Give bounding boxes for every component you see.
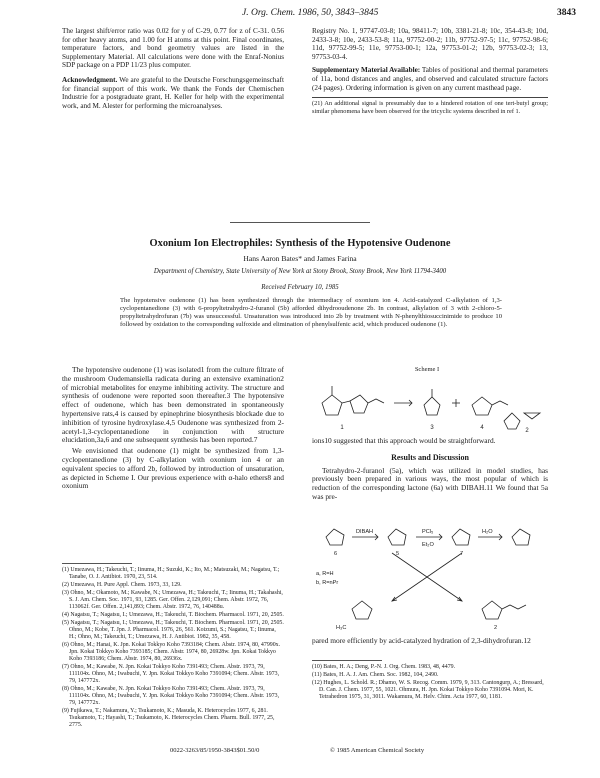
propyl-chain-1 (368, 399, 384, 403)
article-authors: Hans Aaron Bates* and James Farina (243, 254, 357, 263)
compound-2-ring-b (524, 413, 540, 419)
reference-item: (10) Bates, H. A.; Deng, P.-N. J. Org. Chem. 1983, 48, 4479. (312, 664, 456, 670)
abstract: The hypotensive oudenone (1) has been synthesized through the intermediacy of oxonium ion 4. Acid-catalyzed C-alkylation of 1,3-cyclopentanedione (3) with 6-propyltetrahydro-2-furanol (5b) afforded dihydrooudenone 2b. In contrast, alkylation of 3 with 2-chloro-5-propyltetrahydrofuran (7b) was unsuccessful. Unsaturation was introduced into 2b by treatment with N-phenylthiosuccinimide to produce 10 followed by oxidation to the corresponding sulfoxide and elimination of phenylsulfenic acid, which produced oudenone (1). (120, 297, 502, 328)
scheme-1-label-3: 3 (430, 425, 434, 431)
scheme-1-label-2: 2 (525, 428, 529, 434)
article-title: Oxonium Ion Electrophiles: Synthesis of the Hypotensive Oudenone (149, 238, 451, 249)
reference-item: (3) Ohno, M.; Okamoto, M.; Kawabe, N.; Umezawa, H.; Takeuchi, T.; Iinuma, H.; Takahashi, S. J. Am. Chem. Soc. 1971, 93, 1285. Ger. Offen. 2,129,091; Chem. Abstr. 1972, 76, 113062f. Ger. Offen. 2,141,893; Chem. Abstr. 1972, 76, 140488u. (62, 590, 283, 610)
references-right (312, 664, 548, 702)
scheme-2-label-5: 5 (396, 551, 400, 557)
reference-item: (11) Bates, H. A. J. Am. Chem. Soc. 1982, 104, 2490. (312, 672, 439, 678)
page-number: 3843 (557, 8, 576, 18)
acknowledgment-heading: Acknowledgment. (62, 75, 118, 84)
scheme-2-dione (352, 601, 372, 619)
reference-item: (8) Ohno, M.; Kawabe, N. Jpn. Kokai Tokkyo Koho 7391493; Chem. Abstr. 1973, 79, 111104x. Ohno, M.; Iwabuchi, Y. Jpn. Kokai Tokkyo Koho 7391094; Chem. Abstr. 1973, 79, 147772x. (62, 686, 280, 706)
references-left (62, 567, 284, 730)
reference-item: (5) Nagatsu, T.; Nagatsu, I.; Umezawa, H.; Takeuchi, T. Biochem. Pharmacol. 1971, 20, 2505. Ohno, M.; Kobe, T. Jpn. J. Pharmacol. 1976, 26, 561. Koizumi, S.; Nagatsu, T.; Iinuma, H.; Ohno, M.; Takeuchi, T.; Umezawa, H. J. Antibiot. 1982, 35, 458. (62, 620, 284, 640)
body-left (62, 366, 284, 491)
lactone-6 (326, 529, 344, 545)
reference-item: (7) Ohno, M.; Kawabe, N. Jpn. Kokai Tokkyo Koho 7391493; Chem. Abstr. 1973, 79, 111104x. Ohno, M.; Iwabuchi, Y. Jpn. Kokai Tokkyo Koho 7391094; Chem. Abstr. 1973, 79, 147772x. (62, 664, 280, 684)
article-affiliation: Department of Chemistry, State University of New York at Stony Brook, Stony Brook, New York 11794-3400 (153, 268, 447, 275)
prev-footnote: (21) An additional signal is presumably due to a hindered rotation of one tert-butyl group; similar phenomena have been observed for the tricyclic systems described in ref 1. (312, 97, 548, 115)
supplementary-paragraph (312, 66, 548, 92)
supplementary-text: Tables of positional and thermal parameters of 11a, bond distances and angles, and observed and calculated structure factors (24 pages). Ordering information is given on any current masthead page. (312, 66, 548, 92)
reference-item: (4) Nagatsu, T.; Nagatsu, I.; Umezawa, H.; Takeuchi, T. Biochem. Pharmacol. 1971, 20, 2505. (62, 612, 284, 618)
copyright: © 1985 American Chemical Society (330, 747, 425, 754)
reference-item: (6) Ohno, M.; Hanai, K. Jpn. Kokai Tokkyo Koho 7393184; Chem. Abstr. 1974, 80, 47990x. Jpn. Kokai Tokkyo Koho 7393185; Chem. Abstr. 1974, 80, 26928w. Jpn. Kokai Tokkyo Koho 7393186; Chem. Abstr. 1974, 80, 26936x. (62, 642, 281, 662)
intro-paragraph-2: We envisioned that oudenone (1) might be synthesized from 1,3-cyclopentanedione (3) by C-alkylation with oxonium ion 4 or an equivalent species to afford 2b, followed by introduction of unsaturation, as depicted in Scheme I. Our previous experience with α-halo ethers8 and oxonium (62, 446, 284, 491)
reference-item: (2) Umezawa, H. Pure Appl. Chem. 1973, 33, 129. (62, 582, 182, 588)
scheme-2 (312, 513, 548, 633)
received-date: Received February 10, 1985 (261, 284, 339, 291)
results-paragraph-1: Tetrahydro-2-furanol (5a), which was utilized in model studies, has previously been prepared in various ways, the most popular of which is reduction of the corresponding lactone (6a) with DIBAH.11 We found that 5a was pre- (312, 465, 548, 501)
scheme-2-label-2: 2 (494, 625, 498, 631)
scheme-1-label-4: 4 (480, 425, 484, 431)
footnote-rule-right (312, 660, 382, 661)
registry-numbers: Registry No. 1, 97747-03-8; 10a, 98411-7; 10b, 3381-21-8; 10c, 354-43-8; 10d, 2433-3-8; 10e, 2433-53-8; 11a, 97752-00-2; 11b, 97752-97-5; 11c, 97752-98-6; 11d, 97752-99-5; 11e, 97753-00-1; 12a, 97753-01-2; 12b, 97753-02-3; 13, 97753-03-4. (312, 27, 548, 61)
substituent-a: a, R=H (316, 571, 334, 577)
article-separator (230, 222, 370, 223)
footnote-rule (62, 563, 132, 564)
reagent-et2o: Et₂O (422, 542, 434, 548)
body-right (312, 437, 548, 502)
journal-citation: J. Org. Chem. 1986, 50, 3843–3845 (242, 8, 379, 18)
prev-article-right (312, 27, 548, 115)
reference-item: (12) Hughes, L. Schold. R.; Dhamo, W. S. Recog. Comm. 1979, 9, 313. Cantongurp, A.; Bressard, D. Can. J. Chem. 1977, 55, 1021. Ohmura, H. Jpn. Kokai Tokkyo Koho 7391094. Mori, K. Tetrahedron 1975, 31, 3011. Wakamura, M. Helv. Chim. Acta 1977, 60, 1181. (312, 680, 544, 700)
reference-item: (1) Umezawa, H.; Takeuchi, T.; Iinuma, H.; Suzuki, K.; Ito, M.; Matsuzaki, M.; Nagatsu, T.; Tanabe, O. J. Antibiot. 1970, 23, 514. (62, 567, 280, 580)
intro-paragraph-1: The hypotensive oudenone (1) was isolated1 from the culture filtrate of the mushroom Oudemansiella radicata during an extensive examination2 of microbial metabolites for enzyme inhibiting activity. The structure and synthesis of oudenone were reported soon thereafter.3 The hypotensive effect of oudenone, which has been demonstrated in spontaneously hypertensive rats,4 is caused by epinephrine biosynthesis blockade due to inhibition of tyrosine hydroxylase.4,5 Oudenone was synthesized from 2-acetyl-1,3-cyclopentanedione in conjunction with structure elucidation,3a,6 and one subsequent synthesis has been reported.7 (62, 365, 284, 445)
link-bond-1 (342, 401, 350, 403)
scheme-1 (312, 366, 548, 440)
scheme-2-product-chain (502, 605, 526, 609)
acknowledgment-paragraph (62, 76, 284, 110)
scheme-2-methyl-label: H₃C (336, 625, 347, 631)
reagent-pcl5: PCl₅ (422, 529, 434, 535)
cyclopentene-ring-1 (322, 395, 342, 415)
substituent-b: b, R=nPr (316, 580, 339, 586)
results-continuation: pared more efficiently by acid-catalyzed hydration of 2,3-dihydrofuran.12 (312, 636, 531, 645)
results-heading: Results and Discussion (391, 452, 469, 462)
dihydrofuran (512, 529, 530, 545)
running-header (0, 8, 600, 22)
right-intro-continuation: ions10 suggested that this approach would be straightforward. (312, 436, 496, 445)
oxonium-ring-4 (472, 397, 492, 415)
chloride-7 (452, 529, 470, 545)
scheme-2-product-ring (482, 601, 502, 619)
reagent-h2o: H₂O (482, 529, 493, 535)
scheme-2-label-6: 6 (334, 551, 338, 557)
scheme-1-structures (312, 373, 548, 435)
lactol-5 (388, 529, 406, 545)
reference-item: (9) Fujikawa, T.; Nakamura, Y.; Tsukamoto, K.; Masuda, K. Heterocycles 1977, 6, 281. Tsukamoto, T.; Hayashi, T.; Tsukamoto, K. Heterocycles Chem. Pharm. Bull. 1977, 25, 2775. (62, 708, 275, 728)
cyclopentanedione-ring (424, 397, 440, 415)
prev-refinement-paragraph: The largest shift/error ratio was 0.02 for y of C-29, 0.77 for z of C-31. 0.56 for other heavy atoms, and 1.00 for H atoms at this point. Final coordinates, temperature factors, and bond geometry values are listed in the Supplementary Material. All calculations were done with the Enraf-Nonius SDP package on a PDP 11/23 plus computer. (62, 27, 284, 70)
prev-article-left (62, 27, 284, 110)
scheme-2-structures (312, 513, 548, 633)
supplementary-heading: Supplementary Material Available: (312, 66, 421, 75)
reagent-dibah: DIBAH (356, 529, 374, 535)
furan-ring-1 (350, 395, 368, 413)
scheme-1-label-1: 1 (340, 425, 344, 431)
scheme-1-title: Scheme I (414, 366, 440, 373)
propyl-chain-4 (492, 401, 508, 405)
article-code: 0022-3263/85/1950-3843$01.50/0 (170, 747, 260, 754)
acknowledgment-text: We are grateful to the Deutsche Forschungsgemeinschaft for financial support of this work. We thank the Fonds der Chemischen Industrie for a postgraduate grant, H. Keller for help with the experimental work, and M. Alester for performing the microanalyses. (62, 75, 284, 110)
compound-2-ring-a (504, 413, 520, 429)
scheme-2-label-7: 7 (460, 551, 464, 557)
